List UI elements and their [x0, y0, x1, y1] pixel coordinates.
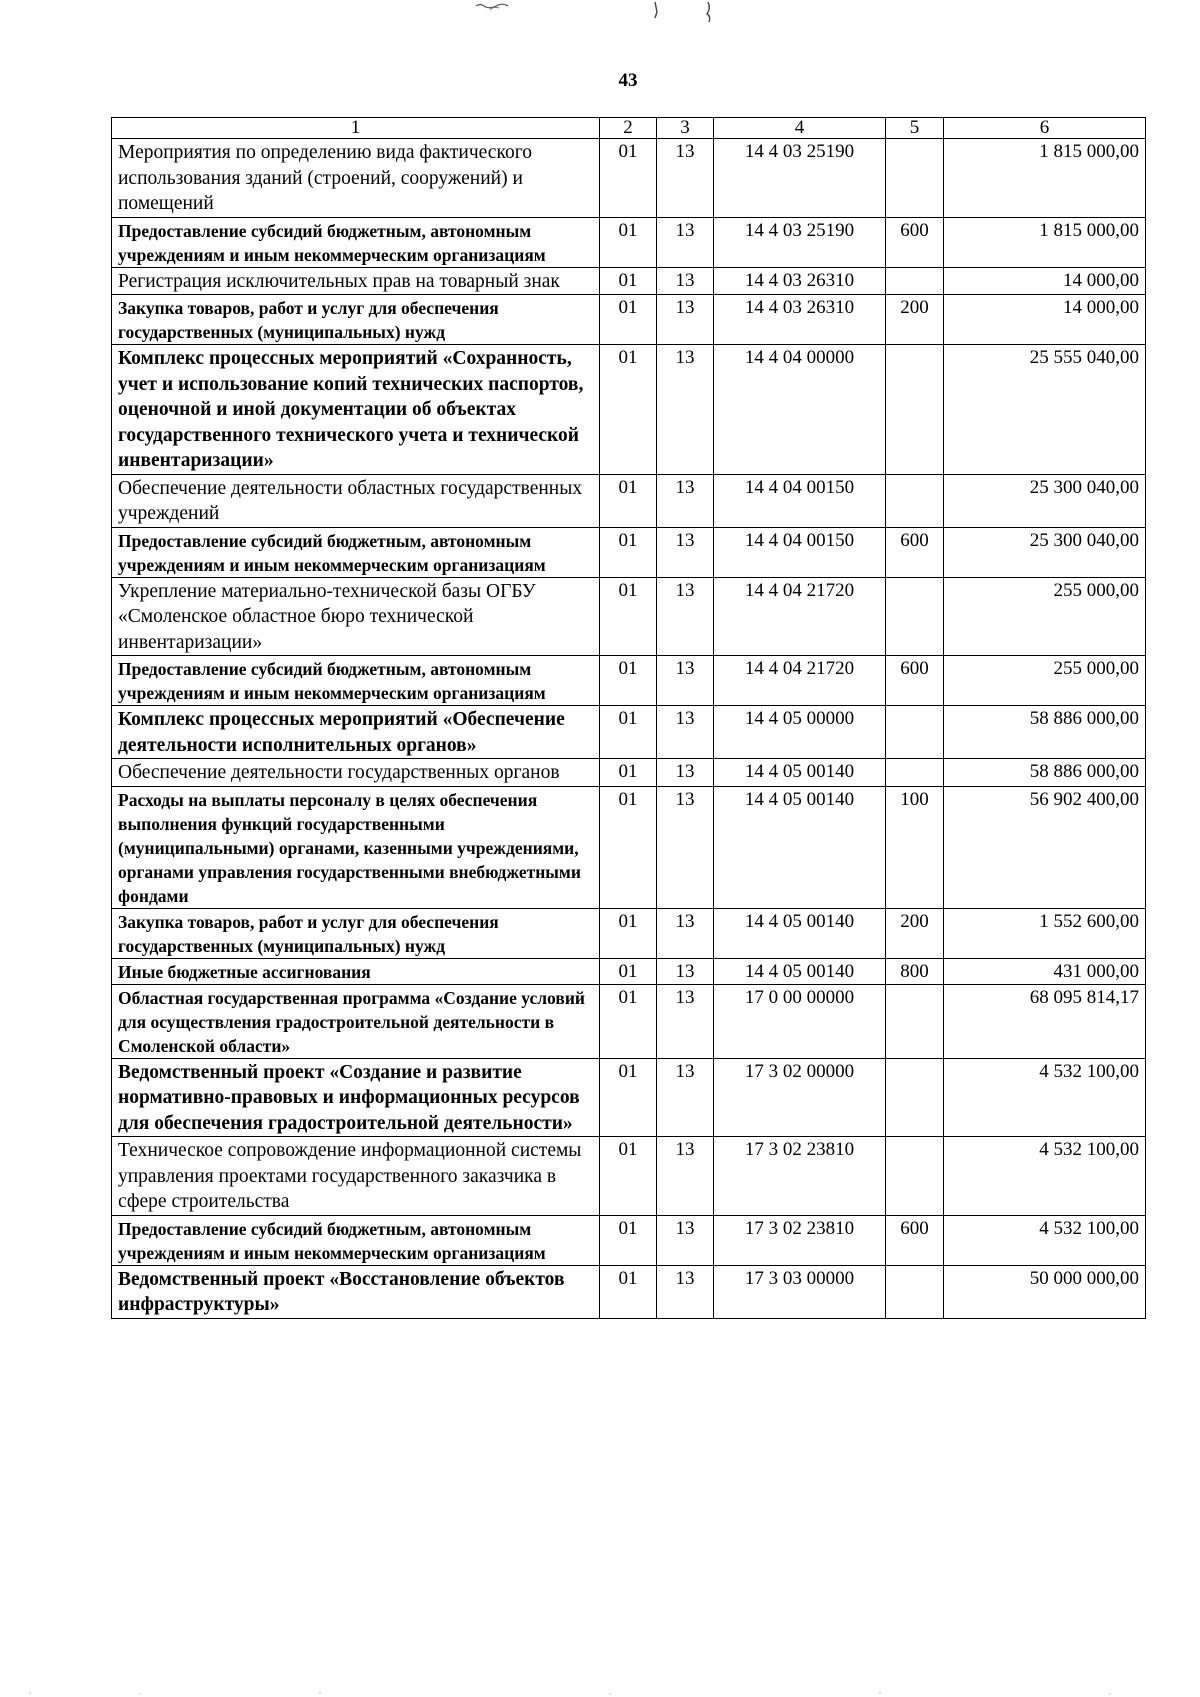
- cell-name: Предоставление субсидий бюджетным, автономным учреждениям и иным некоммерческим организациям: [112, 217, 600, 267]
- cell-section: 01: [600, 527, 657, 577]
- cell-amount: 68 095 814,17: [944, 984, 1146, 1058]
- cell-subsection: 13: [657, 1058, 714, 1137]
- cell-section: 01: [600, 474, 657, 527]
- cell-name: Ведомственный проект «Восстановление объектов инфраструктуры»: [112, 1265, 600, 1318]
- cell-name: Обеспечение деятельности областных государственных учреждений: [112, 474, 600, 527]
- table-row: [112, 139, 1146, 218]
- table-row: [112, 295, 1146, 345]
- cell-section: 01: [600, 295, 657, 345]
- cell-target-article: 14 4 04 21720: [714, 577, 886, 656]
- cell-expense-type: 200: [886, 295, 944, 345]
- cell-name: Предоставление субсидий бюджетным, автономным учреждениям и иным некоммерческим организациям: [112, 527, 600, 577]
- budget-table: [111, 117, 1146, 1319]
- cell-name: Закупка товаров, работ и услуг для обеспечения государственных (муниципальных) нужд: [112, 295, 600, 345]
- cell-section: 01: [600, 217, 657, 267]
- col-header-1: 1: [112, 118, 600, 139]
- cell-subsection: 13: [657, 474, 714, 527]
- col-header-5: 5: [886, 118, 944, 139]
- cell-expense-type: 800: [886, 958, 944, 984]
- cell-subsection: 13: [657, 217, 714, 267]
- cell-name: Областная государственная программа «Создание условий для осуществления градостроительной деятельности в Смоленской области»: [112, 984, 600, 1058]
- cell-amount: 25 300 040,00: [944, 527, 1146, 577]
- cell-name: Ведомственный проект «Создание и развитие нормативно-правовых и информационных ресурсов для обеспечения градостроительной деятельности»: [112, 1058, 600, 1137]
- col-header-4: 4: [714, 118, 886, 139]
- table-row: [112, 474, 1146, 527]
- cell-amount: 4 532 100,00: [944, 1058, 1146, 1137]
- cell-section: 01: [600, 345, 657, 475]
- cell-target-article: 14 4 05 00140: [714, 908, 886, 958]
- cell-section: 01: [600, 984, 657, 1058]
- cell-target-article: 14 4 03 26310: [714, 295, 886, 345]
- cell-target-article: 14 4 04 00150: [714, 527, 886, 577]
- table-row: [112, 217, 1146, 267]
- table-row: [112, 345, 1146, 475]
- cell-target-article: 14 4 05 00140: [714, 958, 886, 984]
- cell-subsection: 13: [657, 706, 714, 759]
- scan-edge-noise: [0, 1687, 1200, 1697]
- cell-amount: 431 000,00: [944, 958, 1146, 984]
- cell-subsection: 13: [657, 1265, 714, 1318]
- cell-section: 01: [600, 1137, 657, 1216]
- cell-subsection: 13: [657, 759, 714, 787]
- cell-expense-type: 600: [886, 1215, 944, 1265]
- cell-amount: 4 532 100,00: [944, 1137, 1146, 1216]
- table-row: [112, 706, 1146, 759]
- cell-amount: 58 886 000,00: [944, 706, 1146, 759]
- cell-amount: 1 815 000,00: [944, 139, 1146, 218]
- cell-section: 01: [600, 139, 657, 218]
- cell-section: 01: [600, 577, 657, 656]
- cell-section: 01: [600, 267, 657, 295]
- cell-expense-type: [886, 706, 944, 759]
- cell-target-article: 17 3 02 23810: [714, 1215, 886, 1265]
- cell-name: Регистрация исключительных прав на товарный знак: [112, 267, 600, 295]
- cell-target-article: 14 4 04 00000: [714, 345, 886, 475]
- table-row: [112, 656, 1146, 706]
- cell-subsection: 13: [657, 984, 714, 1058]
- cell-amount: 56 902 400,00: [944, 786, 1146, 908]
- table-row: [112, 267, 1146, 295]
- cell-amount: 14 000,00: [944, 267, 1146, 295]
- cell-target-article: 14 4 04 21720: [714, 656, 886, 706]
- cell-section: 01: [600, 908, 657, 958]
- table-row: [112, 577, 1146, 656]
- table-row: [112, 759, 1146, 787]
- table-row: [112, 786, 1146, 908]
- cell-name: Укрепление материально-технической базы ОГБУ «Смоленское областное бюро технической инвентаризации»: [112, 577, 600, 656]
- cell-expense-type: [886, 345, 944, 475]
- header-row: [112, 118, 1146, 139]
- table-row: [112, 527, 1146, 577]
- cell-amount: 255 000,00: [944, 577, 1146, 656]
- cell-name: Мероприятия по определению вида фактического использования зданий (строений, сооружений) и помещений: [112, 139, 600, 218]
- cell-target-article: 17 3 03 00000: [714, 1265, 886, 1318]
- cell-target-article: 14 4 05 00000: [714, 706, 886, 759]
- cell-subsection: 13: [657, 1137, 714, 1216]
- cell-target-article: 17 3 02 00000: [714, 1058, 886, 1137]
- cell-amount: 25 300 040,00: [944, 474, 1146, 527]
- cell-name: Предоставление субсидий бюджетным, автономным учреждениям и иным некоммерческим организациям: [112, 656, 600, 706]
- cell-name: Закупка товаров, работ и услуг для обеспечения государственных (муниципальных) нужд: [112, 908, 600, 958]
- cell-subsection: 13: [657, 908, 714, 958]
- cell-target-article: 14 4 03 25190: [714, 217, 886, 267]
- cell-subsection: 13: [657, 527, 714, 577]
- cell-target-article: 14 4 05 00140: [714, 786, 886, 908]
- cell-target-article: 14 4 03 26310: [714, 267, 886, 295]
- cell-expense-type: 600: [886, 656, 944, 706]
- col-header-2: 2: [600, 118, 657, 139]
- scan-artifact-mark: [470, 0, 730, 24]
- cell-expense-type: [886, 1137, 944, 1216]
- cell-section: 01: [600, 786, 657, 908]
- table-row: [112, 984, 1146, 1058]
- cell-name: Иные бюджетные ассигнования: [112, 958, 600, 984]
- cell-name: Комплекс процессных мероприятий «Сохранность, учет и использование копий технических паспортов, оценочной и иной документации об объектах государственного технического учета и технической инвентаризации»: [112, 345, 600, 475]
- cell-target-article: 14 4 05 00140: [714, 759, 886, 787]
- cell-expense-type: [886, 759, 944, 787]
- cell-target-article: 17 3 02 23810: [714, 1137, 886, 1216]
- cell-subsection: 13: [657, 577, 714, 656]
- cell-name: Расходы на выплаты персоналу в целях обеспечения выполнения функций государственными (муниципальными) органами, казенными учреждениями, органами управления государственными внебюджетными фондами: [112, 786, 600, 908]
- cell-expense-type: [886, 984, 944, 1058]
- table-row: [112, 1215, 1146, 1265]
- cell-expense-type: 200: [886, 908, 944, 958]
- cell-section: 01: [600, 1215, 657, 1265]
- cell-name: Предоставление субсидий бюджетным, автономным учреждениям и иным некоммерческим организациям: [112, 1215, 600, 1265]
- cell-expense-type: [886, 474, 944, 527]
- table-row: [112, 908, 1146, 958]
- page-number: 43: [618, 70, 638, 91]
- cell-expense-type: [886, 267, 944, 295]
- cell-amount: 4 532 100,00: [944, 1215, 1146, 1265]
- table-row: [112, 1137, 1146, 1216]
- cell-subsection: 13: [657, 295, 714, 345]
- cell-name: Обеспечение деятельности государственных органов: [112, 759, 600, 787]
- cell-section: 01: [600, 958, 657, 984]
- cell-expense-type: [886, 1058, 944, 1137]
- col-header-3: 3: [657, 118, 714, 139]
- cell-subsection: 13: [657, 267, 714, 295]
- table-row: [112, 1058, 1146, 1137]
- cell-amount: 14 000,00: [944, 295, 1146, 345]
- cell-target-article: 17 0 00 00000: [714, 984, 886, 1058]
- cell-section: 01: [600, 656, 657, 706]
- cell-amount: 255 000,00: [944, 656, 1146, 706]
- cell-target-article: 14 4 03 25190: [714, 139, 886, 218]
- table-body: [112, 139, 1146, 1319]
- cell-expense-type: 600: [886, 527, 944, 577]
- cell-subsection: 13: [657, 786, 714, 908]
- cell-amount: 1 815 000,00: [944, 217, 1146, 267]
- cell-subsection: 13: [657, 656, 714, 706]
- table-row: [112, 958, 1146, 984]
- cell-amount: 25 555 040,00: [944, 345, 1146, 475]
- cell-expense-type: 600: [886, 217, 944, 267]
- cell-subsection: 13: [657, 1215, 714, 1265]
- table-row: [112, 1265, 1146, 1318]
- cell-subsection: 13: [657, 958, 714, 984]
- cell-target-article: 14 4 04 00150: [714, 474, 886, 527]
- cell-section: 01: [600, 1265, 657, 1318]
- cell-name: Техническое сопровождение информационной системы управления проектами государственного заказчика в сфере строительства: [112, 1137, 600, 1216]
- cell-name: Комплекс процессных мероприятий «Обеспечение деятельности исполнительных органов»: [112, 706, 600, 759]
- cell-amount: 50 000 000,00: [944, 1265, 1146, 1318]
- cell-subsection: 13: [657, 139, 714, 218]
- cell-expense-type: [886, 139, 944, 218]
- cell-section: 01: [600, 1058, 657, 1137]
- cell-expense-type: [886, 1265, 944, 1318]
- cell-expense-type: 100: [886, 786, 944, 908]
- cell-amount: 1 552 600,00: [944, 908, 1146, 958]
- cell-section: 01: [600, 706, 657, 759]
- cell-amount: 58 886 000,00: [944, 759, 1146, 787]
- cell-expense-type: [886, 577, 944, 656]
- cell-section: 01: [600, 759, 657, 787]
- cell-subsection: 13: [657, 345, 714, 475]
- col-header-6: 6: [944, 118, 1146, 139]
